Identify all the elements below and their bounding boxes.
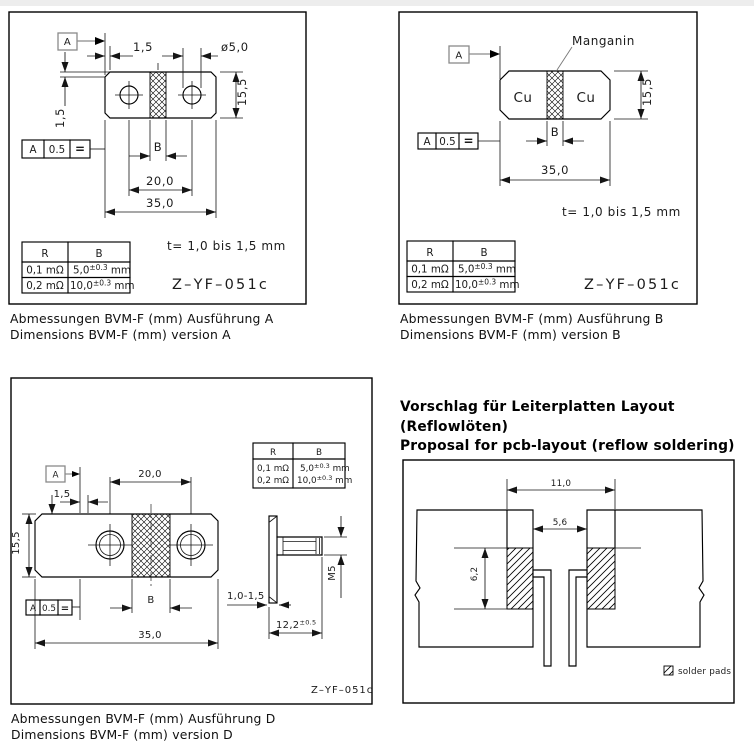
sense-trace-left [533, 570, 551, 666]
material-label: Manganin [572, 34, 635, 48]
cell-b1: $5,0^{\pm 0.3}$ mm [458, 262, 516, 276]
datum-label: A [455, 50, 463, 62]
datum-arrow-icon [95, 37, 105, 45]
datum-label: A [52, 470, 59, 481]
tolerance-frame-a [22, 140, 105, 158]
frame-value: 0.5 [42, 604, 56, 614]
frame-value: 0.5 [439, 136, 456, 148]
frame-value: 0.5 [48, 144, 66, 156]
caption-de: Abmessungen BVM-F (mm) Ausführung B [400, 311, 664, 326]
solder-pads-legend [664, 666, 731, 677]
dim-label: ø5,0 [221, 40, 249, 54]
dim-hole-pitch [129, 120, 192, 196]
col-header-r: R [269, 448, 277, 458]
side-view-stud [269, 516, 322, 603]
tolerance-frame-d [26, 579, 80, 620]
panel-version-d [11, 378, 373, 704]
dim-label: 1,5 [132, 40, 154, 54]
dim-height [220, 72, 249, 118]
cell-r2: 0,2 mΩ [26, 280, 64, 292]
dim-thread [324, 516, 347, 598]
heading-en: Proposal for pcb-layout (reflow soldering) [400, 438, 735, 454]
parallel-symbol-icon: = [60, 603, 70, 615]
thickness-note: t= 1,0 bis 1,5 mm [167, 239, 286, 253]
dim-chamfer-vertical [53, 52, 110, 128]
cell-r1: 0,1 mΩ [26, 264, 64, 277]
dim-label: 15,5 [235, 77, 249, 107]
dim-label: 35,0 [540, 163, 570, 177]
cell-b2: $10,0^{\pm 0.3}$ mm [455, 277, 520, 291]
dim-label: 15,5 [11, 531, 22, 555]
dim-height [11, 514, 36, 577]
material-leader [557, 47, 572, 70]
cell-b2: $10,0^{\pm 0.3}$ mm [297, 474, 353, 486]
cell-r1: 0,1 mΩ [256, 464, 290, 474]
resistance-table-d [253, 443, 352, 488]
cell-b2: $10,0^{\pm 0.3}$ mm [70, 278, 135, 292]
dim-label: 20,0 [145, 174, 175, 188]
pcb-layout-heading [400, 398, 754, 457]
panel-version-a [9, 12, 306, 304]
drawing-code: Z–YF–051c [584, 277, 682, 293]
drawing-code: Z–YF–051c [172, 277, 270, 293]
datum-arrow-icon [490, 50, 500, 58]
dim-label: 5,6 [552, 518, 568, 528]
drawing-code: Z–YF–051c [311, 685, 374, 696]
dim-band-width [526, 121, 584, 146]
legend-label: solder pads [678, 667, 732, 677]
dim-label: 15,5 [640, 77, 654, 107]
solder-pad-right [587, 548, 615, 609]
frame-datum: A [423, 136, 431, 148]
cell-r2: 0,2 mΩ [256, 476, 290, 486]
dim-label: 1,5 [53, 107, 67, 129]
col-header-b: B [95, 248, 103, 260]
dim-pads-inner [533, 518, 587, 529]
caption-version-a [10, 311, 370, 342]
dim-label: B [550, 125, 560, 139]
caption-version-b [400, 311, 750, 342]
col-header-b: B [480, 247, 488, 259]
dim-plate-thickness [227, 591, 291, 605]
datum-label: A [63, 37, 72, 48]
dim-band-width [129, 120, 187, 161]
cell-r1: 0,1 mΩ [411, 263, 449, 276]
sense-trace-right [569, 570, 587, 666]
col-header-r: R [426, 247, 434, 259]
dim-label: 35,0 [145, 196, 175, 210]
copper-label-right: Cu [576, 90, 596, 106]
heading-de: Vorschlag für Leiterplatten Layout (Reflowlöten) [400, 399, 675, 435]
parallel-symbol-icon: = [74, 142, 86, 156]
dim-pads-outer [507, 479, 615, 509]
cell-b1: $5,0^{\pm 0.3}$ mm [73, 263, 131, 277]
caption-de: Abmessungen BVM-F (mm) Ausführung A [10, 311, 274, 326]
cell-r2: 0,2 mΩ [411, 279, 449, 291]
manganin-band [547, 71, 563, 119]
caption-en: Dimensions BVM-F (mm) version D [11, 726, 233, 742]
dim-label: 20,0 [138, 469, 162, 480]
caption-version-d [11, 711, 371, 742]
dim-label: 6,2 [470, 566, 480, 582]
dim-label: 11,0 [550, 479, 572, 489]
dim-label: $12,2^{\pm 0.5}$ [276, 618, 317, 631]
dim-width [105, 120, 216, 218]
dim-edge-offset [54, 489, 108, 513]
copper-label-left: Cu [513, 90, 533, 106]
col-header-b: B [315, 448, 323, 458]
dim-label: 1,0-1,5 [227, 591, 265, 602]
dim-label: B [147, 595, 155, 606]
caption-de: Abmessungen BVM-F (mm) Ausführung D [11, 711, 276, 726]
caption-en: Dimensions BVM-F (mm) version B [400, 326, 621, 342]
dim-label: B [153, 140, 163, 154]
caption-en: Dimensions BVM-F (mm) version A [10, 326, 231, 342]
tolerance-frame-b [418, 133, 500, 149]
hatch-swatch-icon [664, 666, 673, 675]
frame-datum: A [29, 604, 37, 614]
datum-flag-b [449, 46, 500, 79]
col-header-r: R [41, 248, 49, 260]
cell-b1: $5,0^{\pm 0.3}$ mm [300, 462, 350, 474]
dim-label: 35,0 [138, 630, 162, 641]
panel-pcb-layout [403, 460, 734, 703]
dim-chamfer-horizontal [87, 40, 153, 70]
resistance-table-b [407, 241, 520, 292]
solder-pad-left [507, 548, 533, 609]
parallel-symbol-icon: = [463, 134, 474, 148]
datum-arrow-icon [72, 471, 80, 477]
dim-height [614, 71, 654, 119]
panel-version-b [399, 12, 697, 304]
manganin-band [150, 72, 166, 118]
thickness-note: t= 1,0 bis 1,5 mm [562, 205, 681, 219]
dim-label: 1,5 [53, 489, 71, 500]
dim-label: M5 [327, 565, 338, 581]
frame-datum: A [29, 144, 37, 156]
resistance-table-a [22, 242, 135, 293]
